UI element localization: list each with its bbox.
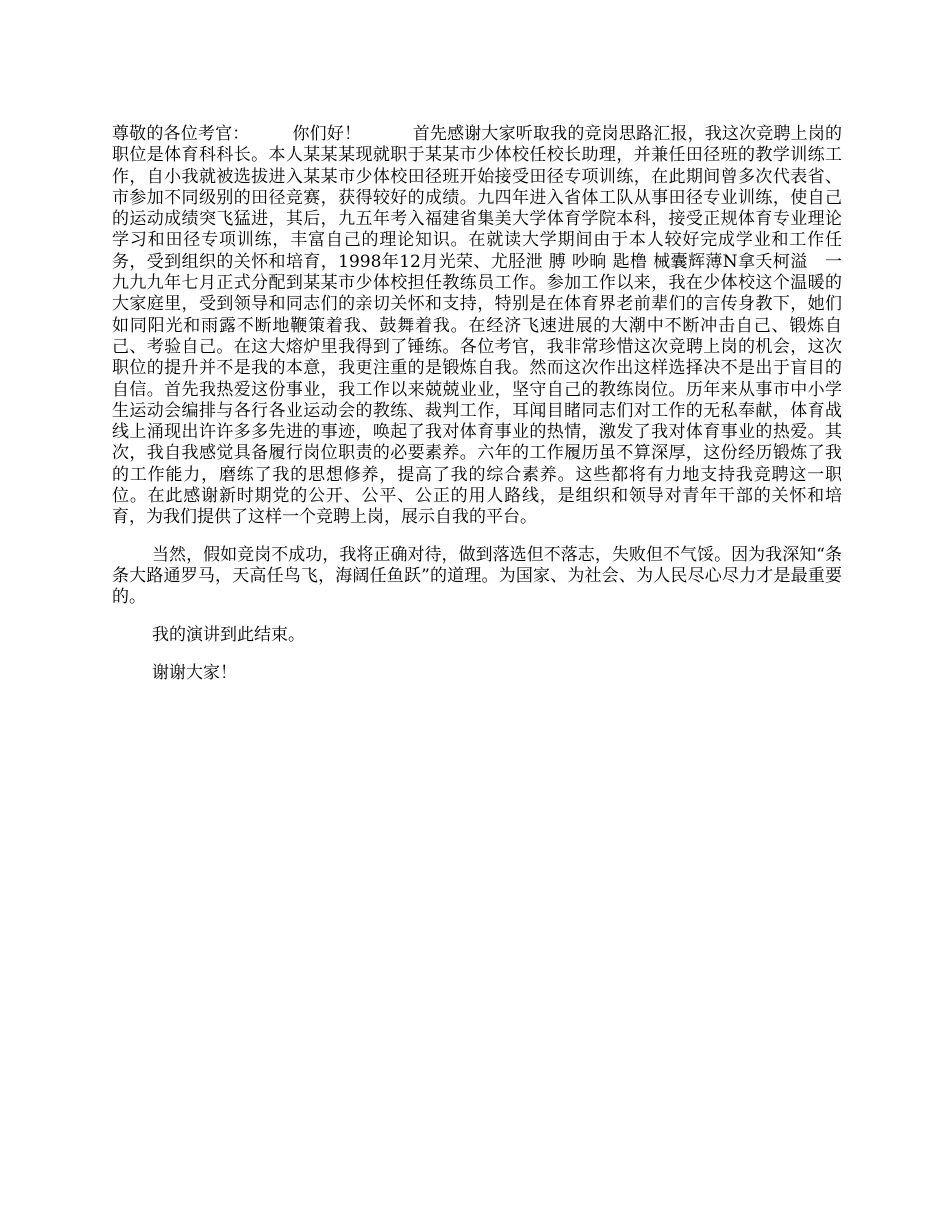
speech-paragraph-thanks: 谢谢大家！ [152,662,237,683]
document-page [112,124,842,684]
speech-paragraph-conclusion: 当然，假如竞岗不成功，我将正确对待，做到落选但不落志，失败但不气馁。因为我深知“条条大路通罗马，天高任鸟飞，海阔任鱼跃”的道理。为国家、为社会、为人民尽心尽力才是最重要的。 [112,544,842,608]
speech-paragraph-closing: 我的演讲到此结束。 [152,624,305,645]
speech-paragraph-body: 尊敬的各位考官： 你们好！ 首先感谢大家听取我的竞岗思路汇报，我这次竞聘上岗的职位是体育科科长。本人某某某现就职于某某市少体校任校长助理，并兼任田径班的教学训练工作，自小我就被选拔进入某某市少体校田径班开始接受田径专项训练，在此期间曾多次代表省、市参加不同级别的田径竞赛，获得较好的成绩。九四年进入省体工队从事田径专业训练，使自己的运动成绩突飞猛进，其后，九五年考入福建省集美大学体育学院本科，接受正规体育专业理论学习和田径专项训练，丰富自己的理论知识。在就读大学期间由于本人较好完成学业和工作任务，受到组织的关怀和培育，1998年12月光荣、尤胫泄 膊 吵晌 匙橹 械囊辉薄N拿夭柯溢 一九九九年七月正式分配到某某市少体校担任教练员工作。参加工作以来，我在少体校这个温暖的大家庭里，受到领导和同志们的亲切关怀和支持，特别是在体育界老前辈们的言传身教下，她们如同阳光和雨露不断地鞭策着我、鼓舞着我。在经济飞速进展的大潮中不断冲击自己、锻炼自己、考验自己。在这大熔炉里我得到了锤练。各位考官，我非常珍惜这次竞聘上岗的机会，这次职位的提升并不是我的本意，我更注重的是锻炼自我。然而这次作出这样选择决不是出于盲目的自信。首先我热爱这份事业，我工作以来兢兢业业，坚守自己的教练岗位。历年来从事市中小学生运动会编排与各行各业运动会的教练、裁判工作，耳闻目睹同志们对工作的无私奉献，体育战线上涌现出许许多多先进的事迹，唤起了我对体育事业的热情，激发了我对体育事业的热爱。其次，我自我感觉具备履行岗位职责的必要素养。六年的工作履历虽不算深厚，这份经历锻炼了我的工作能力，磨练了我的思想修养，提高了我的综合素养。这些都将有力地支持我竞聘这一职位。在此感谢新时期党的公开、公平、公正的用人路线，是组织和领导对青年干部的关怀和培育，为我们提供了这样一个竞聘上岗，展示自我的平台。 [112,124,842,528]
